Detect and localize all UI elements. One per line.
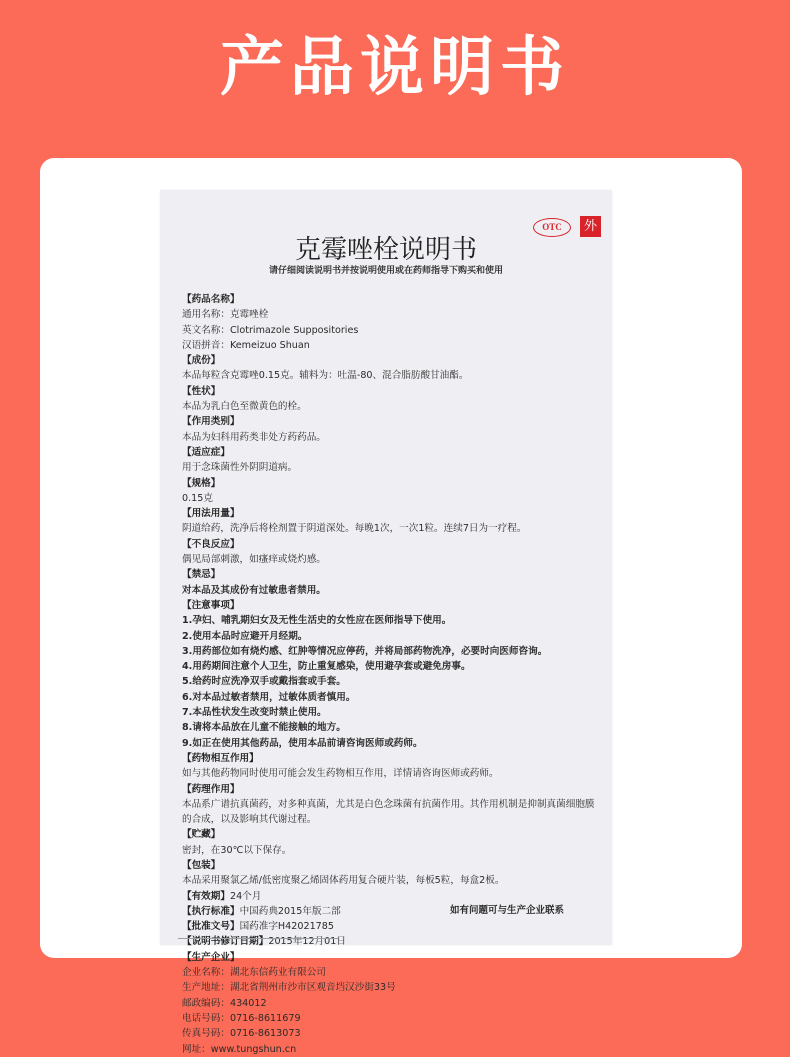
character-text: 本品为乳白色至微黄色的栓。: [182, 401, 307, 413]
leaflet-title: 克霉唑栓说明书: [294, 235, 477, 265]
section-heading-contraindication: 【禁忌】: [182, 569, 221, 581]
otc-badge: OTC: [533, 218, 571, 237]
section-heading-name: 【药品名称】: [182, 294, 240, 305]
pharmacology-text: 本品系广谱抗真菌药，对多种真菌，尤其是白色念珠菌有抗菌作用。其作用机制是抑制真菌细胞膜的合成，以及影响其代谢过程。: [182, 798, 595, 826]
composition-text: 本品每粒含克霉唑0.15克。辅料为：吐温-80、混合脂肪酸甘油酯。: [182, 370, 469, 382]
leaflet-subtitle: 请仔细阅读说明书并按说明使用或在药师指导下购买和使用: [268, 266, 503, 276]
section-heading-storage: 【贮藏】: [182, 829, 221, 841]
section-heading-pharmacology: 【药理作用】: [182, 783, 240, 795]
section-heading-spec: 【规格】: [182, 477, 221, 489]
common-name: 通用名称：克霉唑栓: [182, 309, 269, 321]
section-heading-standard: 【执行标准】: [182, 905, 240, 917]
company-website: 网址：www.tungshun.cn: [182, 1043, 297, 1055]
note-item: 9.如正在使用其他药品，使用本品前请咨询医师或药师。: [182, 737, 423, 749]
instruction-leaflet: [160, 190, 612, 1055]
section-heading-composition: 【成份】: [182, 355, 221, 367]
section-heading-package: 【包装】: [182, 859, 221, 871]
note-item: 2.使用本品时应避开月经期。: [182, 630, 308, 642]
note-item: 5.给药时应洗净双手或戴指套或手套。: [182, 676, 346, 688]
validity-text: 24个月: [229, 890, 262, 902]
section-heading-usage: 【用法用量】: [182, 508, 240, 520]
standard-text: 中国药典2015年版二部: [239, 905, 341, 917]
company-postcode: 邮政编码：434012: [182, 997, 267, 1009]
note-item: 4.用药期间注意个人卫生，防止重复感染，使用避孕套或避免房事。: [182, 661, 471, 673]
banner-title: 产品说明书: [220, 31, 570, 105]
company-name: 企业名称：湖北东信药业有限公司: [182, 967, 326, 979]
approval-text: 国药准字H42021785: [239, 921, 334, 933]
page-edge-divider: [178, 936, 338, 948]
section-heading-indication: 【适应症】: [182, 446, 230, 458]
section-heading-manufacturer: 【生产企业】: [182, 951, 240, 963]
note-item: 1.孕妇、哺乳期妇女及无性生活史的女性应在医师指导下使用。: [182, 615, 452, 627]
note-item: 3.用药部位如有烧灼感、红肿等情况应停药，并将局部药物洗净，必要时向医师咨询。: [182, 645, 548, 657]
revision-text: 2015年12月01日: [268, 936, 346, 948]
spec-text: 0.15克: [182, 492, 213, 504]
section-heading-category: 【作用类别】: [182, 416, 240, 428]
adverse-text: 偶见局部刺激，如瘙痒或烧灼感。: [182, 554, 326, 566]
company-fax: 传真号码：0716-8613073: [182, 1028, 301, 1040]
section-heading-approval: 【批准文号】: [182, 921, 240, 933]
contact-note: 如有问题可与生产企业联系: [450, 905, 565, 916]
section-heading-interaction: 【药物相互作用】: [182, 752, 259, 764]
pinyin-name: 汉语拼音：Kemeizuo Shuan: [182, 339, 310, 351]
note-item: 6.对本品过敏者禁用，过敏体质者慎用。: [182, 691, 356, 703]
english-name: 英文名称：Clotrimazole Suppositories: [182, 324, 359, 336]
company-address: 生产地址：湖北省荆州市沙市区观音垱汉沙街33号: [182, 982, 396, 994]
external-use-mark: 外: [580, 216, 601, 237]
interaction-text: 如与其他药物同时使用可能会发生药物相互作用，详情请咨询医师或药师。: [182, 768, 499, 780]
package-text: 本品采用聚氯乙烯/低密度聚乙烯固体药用复合硬片装，每板5粒，每盒2板。: [182, 875, 505, 887]
section-heading-adverse: 【不良反应】: [182, 538, 240, 550]
indication-text: 用于念珠菌性外阴阴道病。: [182, 462, 298, 474]
section-heading-character: 【性状】: [182, 385, 221, 397]
note-item: 7.本品性状发生改变时禁止使用。: [182, 707, 327, 719]
company-phone: 电话号码：0716-8611679: [182, 1012, 301, 1024]
category-text: 本品为妇科用药类非处方药药品。: [182, 431, 326, 443]
usage-text: 阴道给药，洗净后将栓剂置于阴道深处。每晚1次，一次1粒。连续7日为一疗程。: [182, 523, 527, 535]
section-heading-notes: 【注意事项】: [182, 599, 240, 611]
contraindication-text: 对本品及其成份有过敏患者禁用。: [182, 584, 326, 596]
note-item: 8.请将本品放在儿童不能接触的地方。: [182, 722, 346, 734]
section-heading-validity: 【有效期】: [182, 890, 230, 902]
section-heading-revision: 【说明书修订日期】: [182, 936, 269, 948]
storage-text: 密封，在30℃以下保存。: [182, 844, 292, 856]
